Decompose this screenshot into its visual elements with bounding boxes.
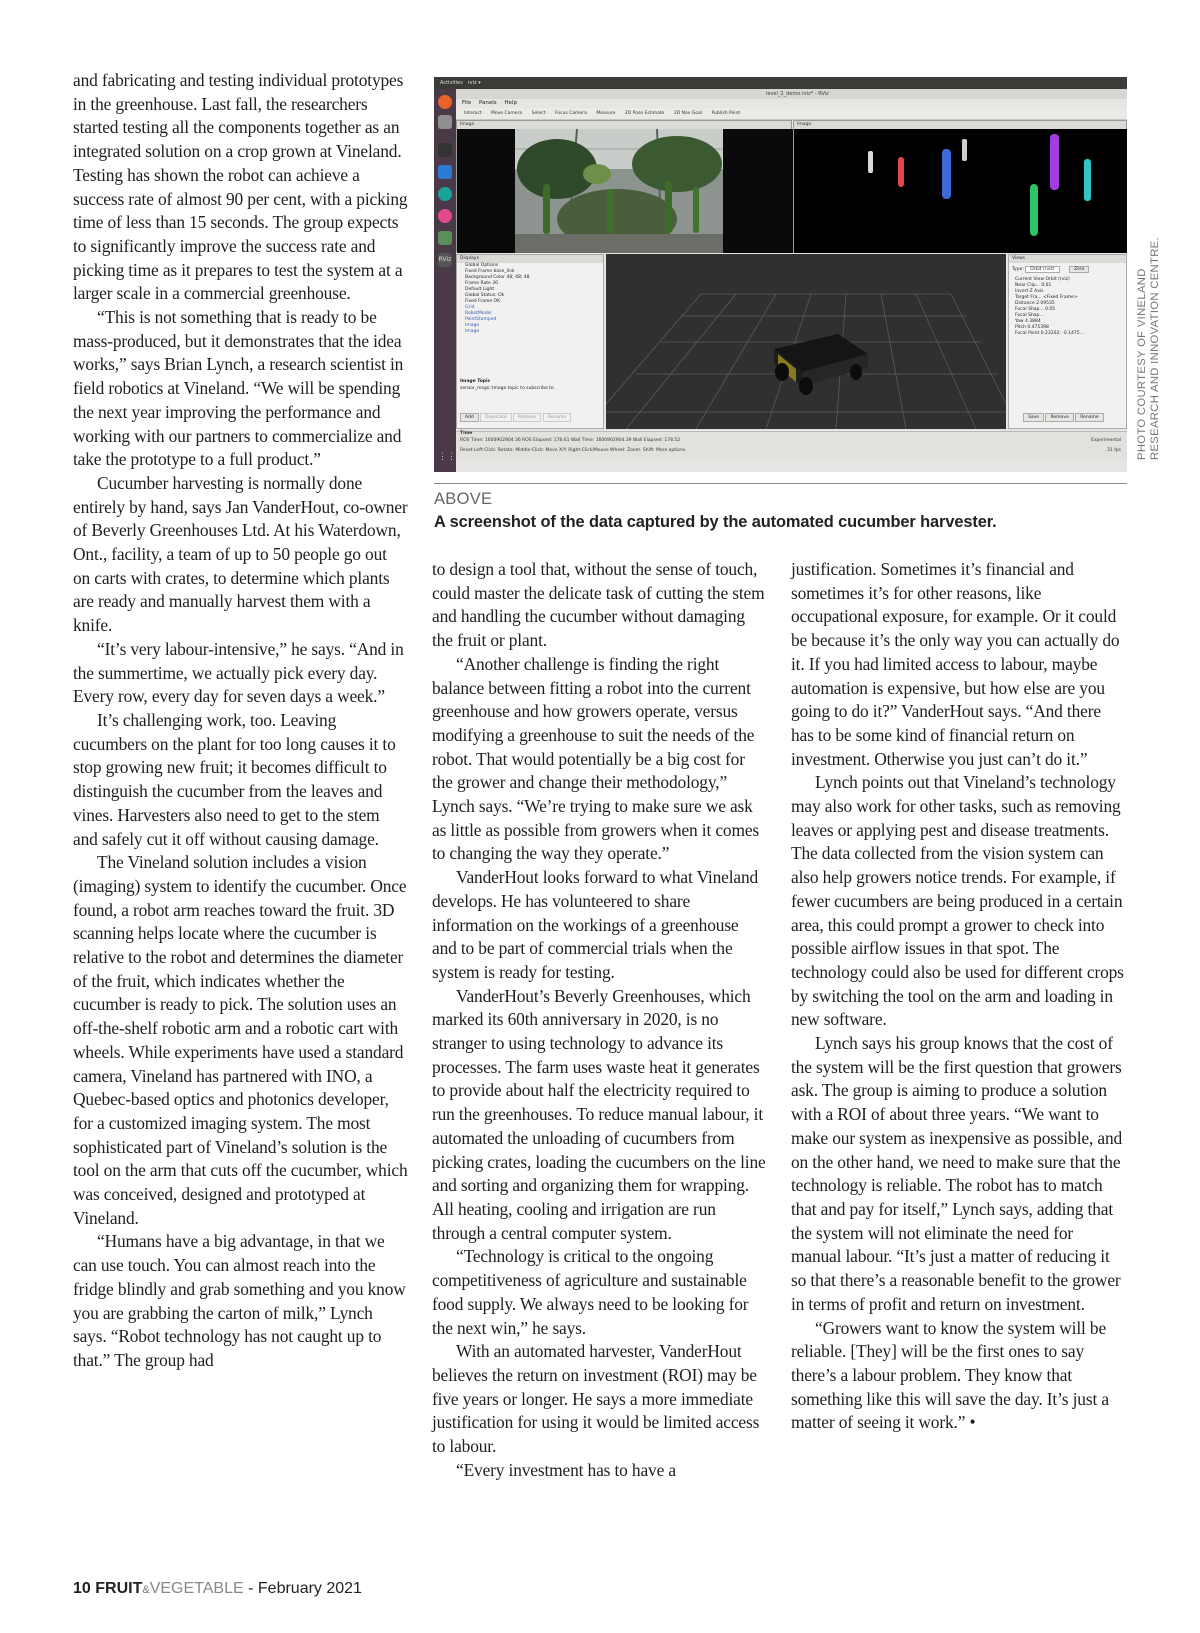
paragraph: “Technology is critical to the ongoing competitiveness of agriculture and sustainable food supply. We always need to be looking for the next win,” he says.	[432, 1246, 749, 1338]
save-button: Save	[1023, 413, 1044, 422]
caption-label: ABOVE	[434, 490, 493, 508]
time-readout: ROS Time: 1600902904.36 ROS Elapsed: 178.61 Wall Time: 1600902904.39 Wall Elapsed: 178.52	[460, 438, 681, 443]
magazine-name-amp: &	[142, 1584, 150, 1596]
paragraph: “This is not something that is ready to be mass-produced, but it demonstrates that the idea works,” says Brian Lynch, a research scientist in field robotics at Vineland. “We will be spending the next year improving the performance and working with our partners to commercialize and take the prototype to a full product.”	[73, 307, 404, 470]
rviz-screenshot-figure	[434, 77, 1127, 472]
article-column-1	[73, 69, 408, 1373]
paragraph: “Every investment has to have a	[456, 1459, 676, 1480]
app-grid-icon: ⋮⋮	[438, 451, 456, 461]
displays-buttons	[460, 413, 571, 422]
type-label: Type:	[1012, 267, 1024, 272]
panel-title: Displays	[457, 255, 603, 263]
display-row: Fixed Frame base_link	[465, 269, 515, 274]
greenhouse-photo	[457, 129, 793, 253]
code-editor-icon	[438, 165, 452, 179]
view-prop-row: Focal Shap...	[1015, 313, 1044, 318]
segmentation-image-panel	[793, 120, 1127, 252]
paragraph: to design a tool that, without the sense of touch, could master the delicate task of cutting the stem and handling the cucumber without damaging the fruit or plant.	[432, 559, 765, 651]
menu-bar	[456, 99, 1127, 108]
tool-interact: Interact	[464, 111, 482, 116]
camera-image-panel	[456, 120, 792, 252]
display-row: Image	[465, 329, 480, 334]
panel-title: Time	[460, 431, 473, 436]
tool-2d-nav: 2D Nav Goal	[673, 111, 703, 116]
view-prop-row: Invert Z Axis	[1015, 289, 1044, 294]
paragraph: “Humans have a big advantage, in that we can use touch. You can almost reach into the fridge blindly and grab something and you know you are grabbing the carton of milk,” Lynch says. “Robot technology has not caught up to that.” The group had	[73, 1231, 406, 1370]
image-topic-label: Image Topic	[460, 379, 491, 384]
photo-credit-line: RESEARCH AND INNOVATION CENTRE.	[1149, 237, 1161, 460]
remove-button: Remove	[513, 413, 541, 422]
fps-readout: 31 fps	[1107, 448, 1121, 453]
magazine-name-vegetable: VEGETABLE	[149, 1580, 244, 1597]
paragraph: “It’s very labour-intensive,” he says. “And in the summertime, we actually pick every day. Every row, every day for seven days a week.”	[73, 638, 404, 707]
article-column-3	[791, 558, 1126, 1435]
display-row: Image	[465, 323, 480, 328]
tool-publish-point: Publish Point	[711, 111, 741, 116]
tool-measure: Measure	[596, 111, 616, 116]
display-row: RobotModel	[465, 311, 492, 316]
paragraph: and fabricating and testing individual prototypes in the greenhouse. Last fall, the researchers started testing all the components together as an integrated solution on a crop grown at Vineland. Testing has shown the robot can achieve a success rate of almost 90 per cent, with a picking time of less than 15 seconds. The group expects to significantly improve the success rate and picking time as it prepares to test the system at a larger scale in a commercial greenhouse.	[73, 70, 408, 304]
status-hint: Reset Left-Click: Rotate. Middle-Click: Move X/Y. Right-Click/Mouse Wheel: Zoom. Shift: More options.	[460, 448, 687, 453]
page-footer	[73, 1580, 362, 1598]
menu-panels: Panels	[478, 100, 497, 106]
paragraph: With an automated harvester, VanderHout believes the return on investment (ROI) may be five years or longer. He says a more immediate justification for using it would be limited access to labour.	[432, 1341, 760, 1457]
tool-2d-pose: 2D Pose Estimate	[624, 111, 665, 116]
remove-view-button: Remove	[1045, 413, 1073, 422]
display-row: Fixed Frame OK	[465, 299, 501, 304]
views-buttons	[1023, 413, 1104, 422]
menu-file: File	[462, 100, 472, 106]
view-prop-row: Distance 2.09535	[1015, 301, 1055, 306]
view-type-row	[1012, 266, 1089, 273]
duplicate-button: Duplicate	[480, 413, 511, 422]
display-row: Default Light	[465, 287, 495, 292]
paragraph: VanderHout looks forward to what Vineland develops. He has volunteered to share information on the workings of a greenhouse and to be part of commercial trials when the system is ready for testing.	[432, 867, 759, 982]
article-column-2	[432, 558, 767, 1482]
views-panel	[1008, 254, 1127, 429]
panel-title: Image	[457, 121, 791, 129]
image-viewer-icon	[438, 231, 452, 245]
view-prop-row: Focal Point 0.23202; -0.1475...	[1015, 331, 1084, 336]
tool-focus-camera: Focus Camera	[554, 111, 587, 116]
caption-text: A screenshot of the data captured by the automated cucumber harvester.	[434, 513, 997, 531]
rviz-window	[456, 89, 1127, 472]
desktop-topbar	[434, 77, 1127, 89]
segmentation-masks	[794, 129, 1127, 253]
page-number: 10	[73, 1580, 91, 1597]
panel-title: Image	[794, 121, 1126, 129]
paragraph: Lynch points out that Vineland’s technology may also work for other tasks, such as removing leaves or applying pest and disease treatments. The data collected from the vision system can also help growers notice trends. For example, if fewer cucumbers are being produced in a certain area, this could prompt a grower to check into possible airflow issues in that spot. The technology could also be used for different crops by switching the tool on the arm and loading in new software.	[791, 772, 1124, 1030]
display-row: Background Color 48; 48; 48	[465, 275, 530, 280]
view-prop-row: Focal Shap... 0.05	[1015, 307, 1056, 312]
display-row: Global Status: Ok	[465, 293, 505, 298]
display-row: Global Options	[465, 263, 499, 268]
paragraph: It’s challenging work, too. Leaving cucumbers on the plant for too long causes it to stop growing new fruit; it becomes difficult to distinguish the cucumber from the leaves and vines. Harvesters also need to get to the stem and safely cut it off without causing damage.	[73, 709, 396, 849]
tool-select: Select	[531, 111, 546, 116]
app-icon	[438, 209, 452, 223]
time-panel	[456, 431, 1127, 459]
tool-move-camera: Move Camera	[491, 111, 523, 116]
files-icon	[438, 115, 452, 129]
display-row: PointStamped	[465, 317, 497, 322]
experimental-checkbox: Experimental	[1090, 438, 1121, 443]
view-prop-row: Yaw 4.3884	[1015, 319, 1041, 324]
paragraph: Cucumber harvesting is normally done entirely by hand, says Jan VanderHout, co-owner of Beverly Greenhouses Ltd. At his Waterdown, Ont., facility, a team of up to 50 people go out on carts with crates, to determine which plants are ready and manually harvest them with a knife.	[73, 472, 408, 636]
add-button: Add	[460, 413, 479, 422]
paragraph: “Another challenge is finding the right balance between fitting a robot into the current greenhouse and how growers operate, versus modifying a greenhouse to suit the needs of the robot. That would potentially be a big cost for the grower and change their methodology,” Lynch says. “We’re trying to make sure we ask as little as possible from growers when it comes to changing the way they operate.”	[432, 653, 760, 864]
paragraph: “Growers want to know the system will be reliable. [They] will be the first ones to say there’s a labour problem. They know that something like this will save the day. It’s just a matter of seeing it work.” •	[791, 1317, 1109, 1433]
app-icon	[438, 187, 452, 201]
rviz-icon: RViz	[438, 253, 452, 267]
display-row: Frame Rate 30	[465, 281, 498, 286]
caption-rule	[434, 483, 1127, 484]
view-type-select: Orbit (rviz)	[1025, 266, 1059, 273]
tool-bar	[456, 108, 1127, 120]
activities-label: Activities rviz ▾	[440, 80, 481, 86]
rename-button: Rename	[543, 413, 571, 422]
display-row: Grid	[465, 305, 475, 310]
terminal-icon	[438, 143, 452, 157]
view-prop-row: Pitch 0.475398	[1015, 325, 1049, 330]
issue-date: - February 2021	[243, 1580, 362, 1597]
desktop-launcher	[434, 89, 456, 472]
photo-credit-line: PHOTO COURTESY OF VINELAND	[1136, 268, 1148, 460]
displays-panel	[456, 254, 604, 429]
paragraph: justification. Sometimes it’s financial and sometimes it’s for other reasons, like occupational exposure, for example. Or it could be because it’s the only way you can actually do it. If you had limited access to labour, maybe automation is expensive, but how else are you going to do it?” VanderHout says. “And there has to be some kind of financial return on investment. Otherwise you just can’t do it.”	[791, 559, 1120, 769]
paragraph: Lynch says his group knows that the cost of the system will be the first question that growers ask. The group is aiming to produce a solution with a ROI of about three years. “We want to make our system as inexpensive as possible, and on the other hand, we need to make sure that the technology is reliable. The robot has to match that and pay for itself,” Lynch says, adding that the system will not eliminate the need for manual labour. “It’s just a matter of reducing it so that there’s a reasonable benefit to the grower in terms of profit and return on investment.	[791, 1033, 1123, 1314]
3d-view	[606, 254, 1006, 429]
rename-view-button: Rename	[1075, 413, 1103, 422]
image-topic-hint: sensor_msgs::Image topic to subscribe to.	[460, 386, 556, 391]
browser-icon	[438, 95, 452, 109]
zero-button: Zero	[1069, 266, 1089, 273]
magazine-name-fruit: FRUIT	[95, 1580, 143, 1597]
panel-title: Views	[1009, 255, 1126, 263]
menu-help: Help	[504, 100, 517, 106]
window-titlebar: level_2_demo.rviz* - RViz	[456, 89, 1127, 99]
view-prop-row: Near Clip... 0.01	[1015, 283, 1052, 288]
photo-credit	[1136, 237, 1162, 460]
view-prop-row: Target Fra... <Fixed Frame>	[1015, 295, 1078, 300]
grid-and-robot-render	[606, 254, 1006, 429]
view-prop-row: Current View Orbit (rviz)	[1015, 277, 1070, 282]
paragraph: The Vineland solution includes a vision (imaging) system to identify the cucumber. Once found, a robot arm reaches toward the fruit. 3D scanning helps locate where the cucumber is relative to the robot and determines the diameter of the fruit, which indicates whether the cucumber is ready to pick. The solution uses an off-the-shelf robotic arm and a robotic cart with wheels. While experiments have used a standard camera, Vineland has partnered with INO, a Quebec-based optics and photonics developer, for a customized imaging system. The most sophisticated part of Vineland’s solution is the tool on the arm that cuts off the cucumber, which was conceived, designed and prototyped at Vineland.	[73, 852, 408, 1228]
paragraph: VanderHout’s Beverly Greenhouses, which marked its 60th anniversary in 2020, is no stranger to using technology to advance its processes. The farm uses waste heat it generates to provide about half the electricity required to run the greenhouses. To reduce manual labour, it automated the unloading of cucumbers from picking crates, loading the cucumbers on the line and sorting and organizing them for wrapping. All heating, cooling and irrigation are run through a central computer system.	[432, 985, 766, 1243]
